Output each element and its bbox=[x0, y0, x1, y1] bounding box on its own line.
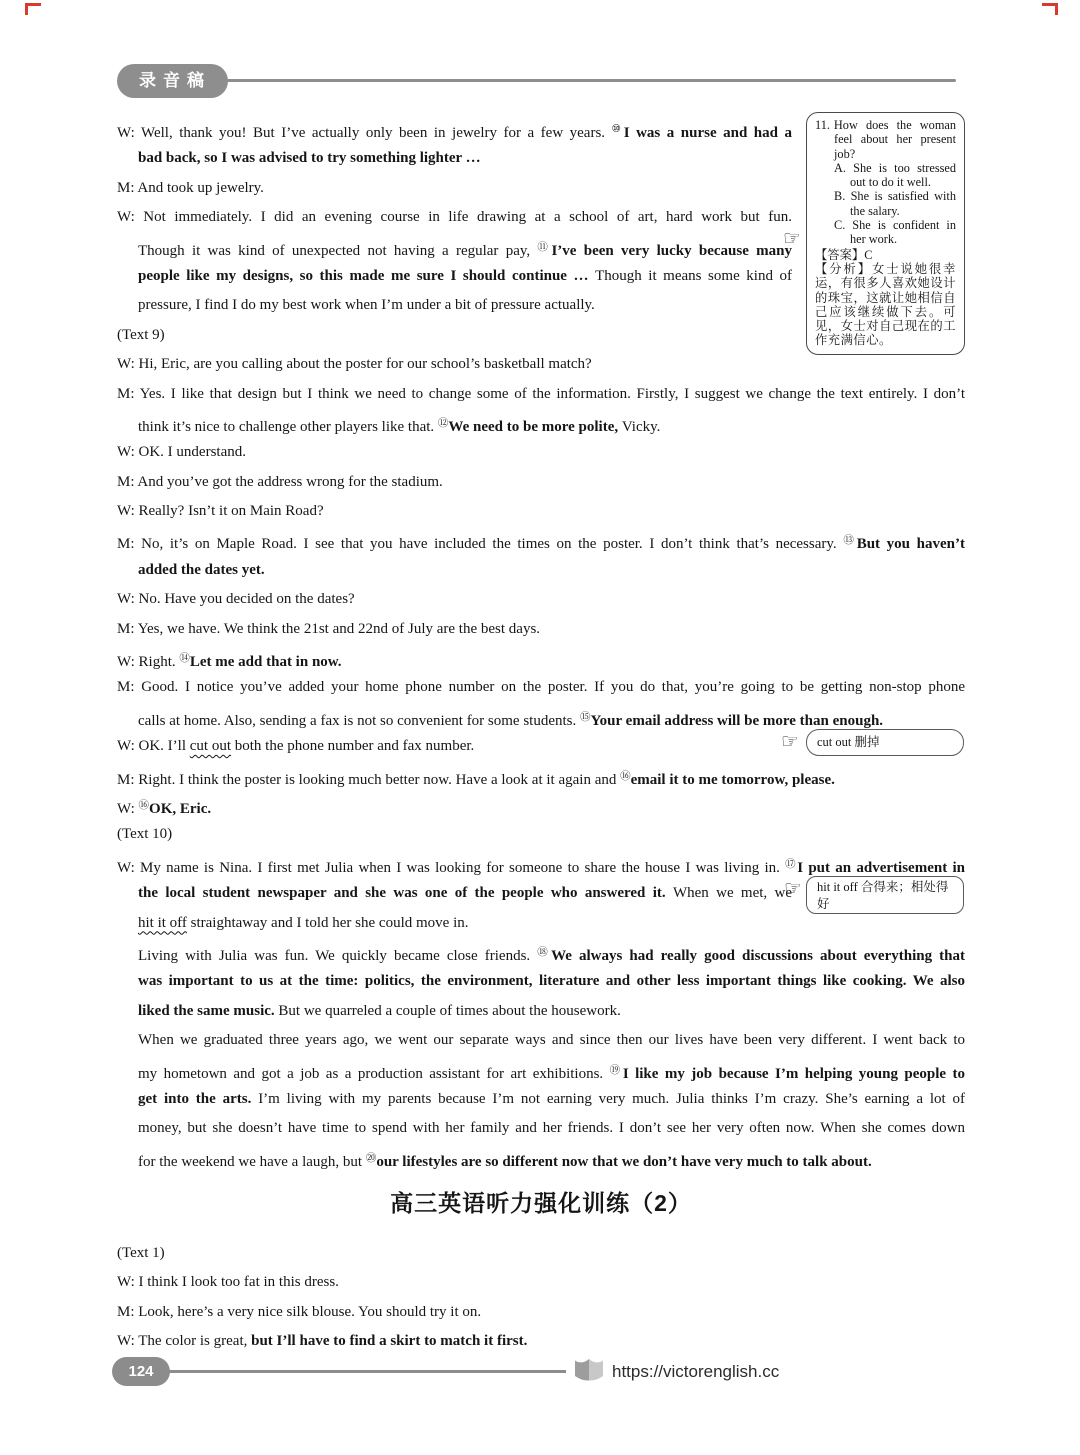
transcript-line bbox=[117, 409, 965, 438]
transcript-line bbox=[117, 1239, 965, 1268]
plain-text: straightaway and I told her she could move in. bbox=[186, 914, 469, 931]
transcript-line bbox=[117, 644, 965, 673]
plain-text: M: And took up jewelry. bbox=[117, 179, 264, 196]
emphasized-text: bad back, so I was advised to try something lighter … bbox=[138, 150, 481, 167]
plain-text: W: I think I look too fat in this dress. bbox=[117, 1274, 339, 1291]
question-marker: ⑬ bbox=[843, 534, 857, 547]
emphasized-text: We need to be more polite, bbox=[448, 418, 622, 435]
question-sidebar bbox=[806, 112, 965, 355]
book-icon bbox=[574, 1356, 604, 1388]
question-marker: ⑳ bbox=[365, 1151, 377, 1164]
transcript-line bbox=[117, 879, 792, 908]
emphasized-text: I was a nurse and had a bbox=[623, 125, 792, 141]
plain-text: W: Well, thank you! But I’ve actually only been in jewelry for a few years. bbox=[117, 125, 612, 141]
plain-text: W: My name is Nina. I first met Julia when I was looking for someone to share the house I was living in. bbox=[117, 859, 786, 876]
plain-text: my hometown and got a job as a production assistant for art exhibitions. bbox=[138, 1065, 610, 1082]
section-title: 高三英语听力强化训练（2） bbox=[390, 1190, 692, 1217]
plain-text: W: Really? Isn’t it on Main Road? bbox=[117, 503, 324, 520]
plain-text: When we graduated three years ago, we went our separate ways and since then our lives have been very different. I went back to bbox=[138, 1032, 965, 1049]
plain-text: (Text 1) bbox=[117, 1245, 165, 1262]
emphasized-text: I’ve been very lucky because many bbox=[551, 242, 792, 259]
plain-text: M: Right. I think the poster is looking much better now. Have a look at it again and bbox=[117, 771, 621, 788]
transcript-line bbox=[117, 380, 965, 409]
plain-text: M: And you’ve got the address wrong for the stadium. bbox=[117, 473, 443, 490]
vocab-underlined-text: cut out bbox=[189, 738, 232, 755]
question-marker: ⑩ bbox=[611, 123, 624, 135]
emphasized-text: liked the same music. bbox=[138, 1002, 279, 1019]
plain-text: M: Yes, we have. We think the 21st and 22nd of July are the best days. bbox=[117, 620, 541, 637]
plain-text: W: OK. I’ll bbox=[117, 738, 190, 755]
transcript-line bbox=[117, 762, 965, 791]
question-marker: ⑯ bbox=[138, 798, 150, 811]
transcript-line bbox=[117, 1026, 965, 1055]
transcript-line bbox=[117, 1298, 965, 1327]
question-stem bbox=[815, 118, 956, 161]
question-stem-text: How does the woman feel about her present job? bbox=[833, 118, 956, 161]
transcript-line bbox=[117, 673, 965, 702]
answer-line bbox=[815, 248, 956, 262]
plain-text: pressure, I find I do my best work when I’m under a bit of pressure actually. bbox=[138, 297, 595, 314]
plain-text: Though it means some kind of bbox=[595, 267, 792, 284]
answer-label: 【答案】 bbox=[815, 247, 865, 262]
plain-text: Vicky. bbox=[621, 418, 661, 435]
plain-text: (Text 10) bbox=[117, 826, 173, 843]
emphasized-text: Let me add that in now. bbox=[189, 654, 342, 671]
page-number-badge: 124 bbox=[112, 1357, 170, 1386]
analysis-paragraph bbox=[815, 262, 956, 348]
question-options bbox=[815, 161, 956, 247]
plain-text: for the weekend we have a laugh, but bbox=[138, 1153, 366, 1170]
transcript-line bbox=[117, 468, 965, 497]
emphasized-text: I put an advertisement in bbox=[797, 859, 965, 876]
question-marker: ⑲ bbox=[609, 1063, 623, 1076]
plain-text: W: The color is great, bbox=[117, 1333, 252, 1350]
plain-text: M: Good. I notice you’ve added your home phone number on the poster. If you do that, you’re going to be getting non-stop phone bbox=[117, 679, 965, 696]
transcript-line bbox=[117, 1056, 965, 1085]
question-marker: ⑮ bbox=[580, 710, 591, 723]
vocab-callout-hit-it-off: hit it off 合得来；相处得好 bbox=[806, 876, 964, 914]
plain-text: (Text 9) bbox=[117, 326, 165, 343]
question-number: 11. bbox=[815, 118, 830, 132]
transcript-line bbox=[117, 262, 792, 291]
transcript-line bbox=[117, 1327, 965, 1356]
question-marker: ⑱ bbox=[537, 945, 552, 958]
pointing-hand-icon: ☞ bbox=[781, 729, 799, 753]
plain-text: I’m living with my parents because I’m not earning very much. Julia thinks I’m crazy. She’s earning a lot of bbox=[258, 1090, 965, 1107]
plain-text: W: Not immediately. I did an evening course in life drawing at a school of art, hard work but fun. bbox=[117, 209, 792, 226]
plain-text: W: No. Have you decided on the dates? bbox=[117, 591, 355, 608]
transcript-line bbox=[117, 615, 965, 644]
transcript-line bbox=[117, 791, 965, 820]
transcript-line bbox=[117, 997, 965, 1026]
analysis-text: 女士说她很幸运，有很多人喜欢她设计的珠宝，这就让她相信自己应该继续做下去。可见，女士对自己现在的工作充满信心。 bbox=[815, 261, 956, 348]
plain-text: think it’s nice to challenge other players like that. bbox=[138, 418, 438, 435]
emphasized-text: get into the arts. bbox=[138, 1090, 259, 1107]
emphasized-text: We always had really good discussions about everything that bbox=[551, 947, 965, 964]
emphasized-text: Your email address will be more than enough. bbox=[590, 712, 884, 729]
transcript-header-badge: 录音稿 bbox=[117, 64, 228, 98]
crop-mark-top-left bbox=[25, 3, 41, 15]
question-marker: ⑪ bbox=[537, 240, 552, 253]
transcript-section-2 bbox=[117, 1239, 965, 1357]
pointing-hand-icon: ☞ bbox=[784, 876, 802, 900]
emphasized-text: but I’ll have to find a skirt to match it first. bbox=[251, 1333, 528, 1350]
question-marker: ⑭ bbox=[179, 652, 190, 665]
plain-text: W: Right. bbox=[117, 654, 180, 671]
plain-text: M: Yes. I like that design but I think we need to change some of the information. Firstly, I suggest we change the text entirely. I don’t bbox=[117, 385, 965, 402]
plain-text: W: bbox=[117, 800, 139, 817]
transcript-line bbox=[117, 497, 965, 526]
plain-text: calls at home. Also, sending a fax is not so convenient for some students. bbox=[138, 712, 581, 729]
question-marker: ⑰ bbox=[785, 857, 798, 870]
emphasized-text: But you haven’t bbox=[856, 536, 965, 553]
plain-text: M: No, it’s on Maple Road. I see that you have included the times on the poster. I don’t think that’s necessary. bbox=[117, 536, 844, 553]
transcript-line bbox=[117, 1144, 965, 1173]
plain-text: M: Look, here’s a very nice silk blouse. You should try it on. bbox=[117, 1303, 482, 1320]
transcript-line bbox=[117, 938, 965, 967]
transcript-line bbox=[117, 1085, 965, 1114]
emphasized-text: people like my designs, so this made me sure I should continue … bbox=[138, 267, 596, 284]
transcript-line bbox=[117, 1114, 965, 1143]
transcript-line bbox=[117, 820, 965, 849]
footer-rule bbox=[168, 1370, 566, 1373]
pointing-hand-icon: ☞ bbox=[783, 226, 801, 250]
answer-value: C bbox=[864, 247, 873, 262]
transcript-line bbox=[117, 526, 965, 555]
plain-text: Though it was kind of unexpected not having a regular pay, bbox=[138, 242, 538, 259]
transcript-line bbox=[117, 1268, 965, 1297]
plain-text: both the phone number and fax number. bbox=[231, 738, 475, 755]
question-option: A. She is too stressed out to do it well. bbox=[834, 160, 956, 190]
emphasized-text: I like my job because I’m helping young people to bbox=[622, 1065, 965, 1082]
footer-url: https://victorenglish.cc bbox=[612, 1362, 780, 1381]
transcript-line bbox=[117, 203, 792, 232]
plain-text: Living with Julia was fun. We quickly became close friends. bbox=[138, 947, 538, 964]
transcript-line bbox=[117, 967, 965, 996]
emphasized-text: the local student newspaper and she was one of the people who answered it. bbox=[138, 885, 673, 902]
transcript-line bbox=[117, 556, 965, 585]
transcript-line bbox=[117, 585, 965, 614]
emphasized-text: our lifestyles are so different now that we don’t have very much to talk about. bbox=[376, 1153, 872, 1170]
question-marker: ⑫ bbox=[437, 416, 449, 429]
emphasized-text: was important to us at the time: politics, the environment, literature and other less important things like cooking. We also bbox=[138, 973, 965, 990]
plain-text: But we quarreled a couple of times about the housework. bbox=[278, 1002, 621, 1019]
plain-text: W: OK. I understand. bbox=[117, 444, 246, 461]
header-rule bbox=[226, 79, 956, 82]
plain-text: W: Hi, Eric, are you calling about the poster for our school’s basketball match? bbox=[117, 356, 592, 373]
question-option: C. She is confident in her work. bbox=[834, 218, 956, 247]
question-option: B. She is satisfied with the salary. bbox=[834, 189, 956, 218]
transcript-line bbox=[117, 233, 792, 262]
emphasized-text: added the dates yet. bbox=[138, 561, 265, 578]
transcript-line bbox=[117, 703, 965, 732]
analysis-label: 【分析】 bbox=[815, 261, 872, 276]
vocab-callout-cut-out: cut out 删掉 bbox=[806, 729, 964, 756]
crop-mark-top-right bbox=[1042, 3, 1058, 15]
plain-text: money, but she doesn’t have time to spend with her family and her friends. I don’t see her very often now. When she comes down bbox=[138, 1120, 965, 1137]
question-marker: ⑯ bbox=[620, 769, 631, 782]
transcript-line bbox=[117, 850, 965, 879]
transcript-line bbox=[117, 438, 965, 467]
transcript-line bbox=[117, 115, 792, 144]
plain-text: When we met, we bbox=[672, 885, 792, 902]
vocab-underlined-text: hit it off bbox=[138, 914, 187, 931]
emphasized-text: email it to me tomorrow, please. bbox=[630, 771, 835, 788]
emphasized-text: OK, Eric. bbox=[149, 800, 212, 817]
